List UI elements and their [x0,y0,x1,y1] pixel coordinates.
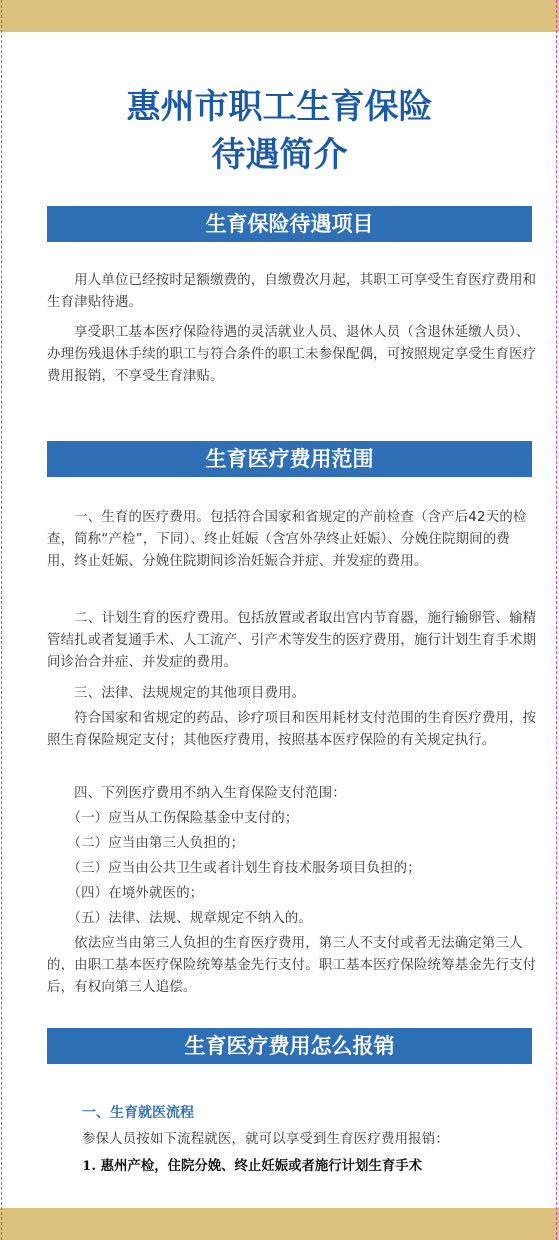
list-item: （三）应当由公共卫生或者计划生育技术服务项目负担的； [47,861,421,876]
page-title-line1: 惠州市职工生育保险 [126,87,433,127]
paragraph: 依法应当由第三人负担的生育医疗费用，第三人不支付或者无法确定第三人的，由职工基本医疗保险统筹基金先行支付。职工基本医疗保险统筹基金先行支付后，有权向第三人追偿。 [47,936,537,995]
list-item: （二）应当由第三人负担的； [47,836,245,851]
left-dashed-border [1,0,2,1240]
list-item: （五）法律、法规、规章规定不纳入的。 [47,911,313,926]
bold-list-item: 1. 惠州产检，住院分娩、终止妊娠或者施行计划生育手术 [82,1158,423,1174]
paragraph: 参保人员按如下流程就医，就可以享受到生育医疗费用报销： [82,1132,449,1147]
paragraph: 四、下列医疗费用不纳入生育保险支付范围： [47,786,346,801]
bottom-decorative-band [0,1208,559,1240]
paragraph: 享受职工基本医疗保险待遇的灵活就业人员、退休人员（含退休延缴人员）、办理伤残退休手续的职工与符合条件的职工未参保配偶，可按照规定享受生育医疗费用报销，不享受生育津贴。 [47,325,537,384]
paragraph: 用人单位已经按时足额缴费的，自缴费次月起，其职工可享受生育医疗费用和生育津贴待遇。 [47,273,537,310]
section-header-cost-scope: 生育医疗费用范围 [47,441,532,477]
list-item: （一）应当从工伤保险基金中支付的； [47,811,299,826]
paragraph: 符合国家和省规定的药品、诊疗项目和医用耗材支付范围的生育医疗费用，按照生育保险规定支付；其他医疗费用，按照基本医疗保险的有关规定执行。 [47,711,537,748]
list-item: （四）在境外就医的； [47,886,204,901]
paragraph: 三、法律、法规规定的其他项目费用。 [47,686,306,701]
paragraph: 一、生育的医疗费用。包括符合国家和省规定的产前检查（含产后42天的检查，简称“产检”，下同）、终止妊娠（含宫外孕终止妊娠）、分娩住院期间的费用，终止妊娠、分娩住院期间诊治妊娠合并症、并发症的费用。 [47,510,527,569]
section-header-reimbursement: 生育医疗费用怎么报销 [47,1028,532,1064]
top-decorative-band [0,0,559,32]
subheading: 一、生育就医流程 [82,1105,194,1121]
section-header-benefit-items: 生育保险待遇项目 [47,206,532,242]
paragraph: 二、计划生育的医疗费用。包括放置或者取出宫内节育器，施行输卵管、输精管结扎或者复通手术、人工流产、引产术等发生的医疗费用，施行计划生育手术期间诊治合并症、并发症的费用。 [47,611,537,670]
right-dashed-border [556,0,557,1240]
page-title-line2: 待遇简介 [211,135,348,175]
